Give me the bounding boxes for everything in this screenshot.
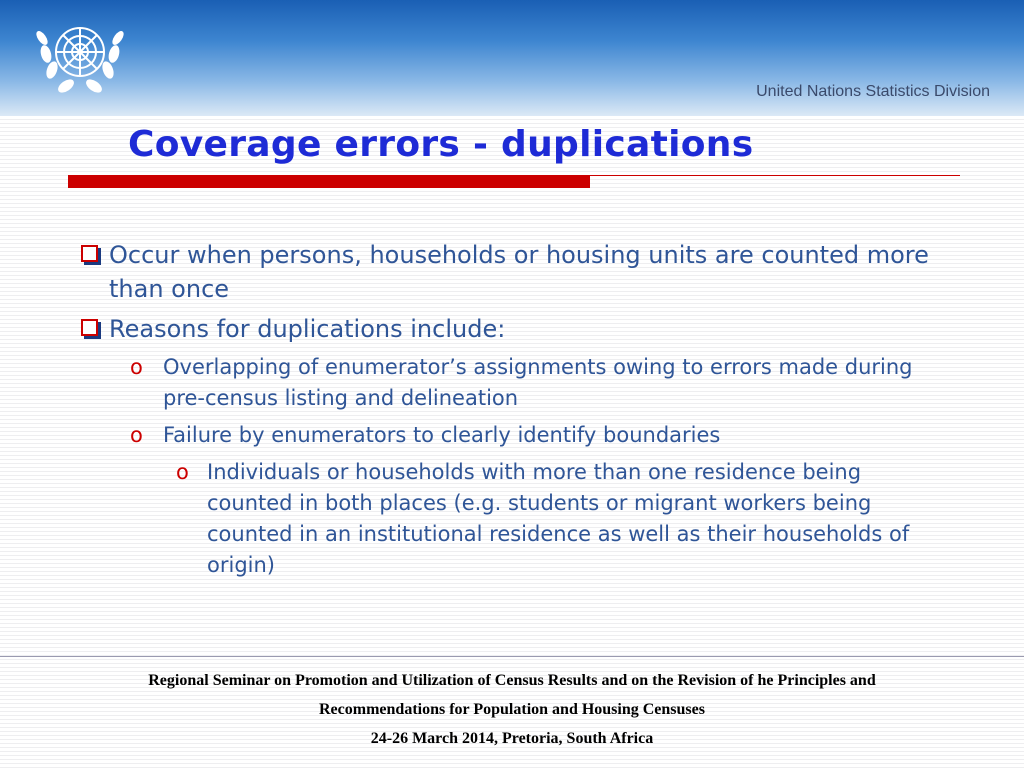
un-emblem-icon xyxy=(28,8,132,104)
bullet-item xyxy=(78,312,958,346)
checkbox-bullet-icon xyxy=(81,319,98,336)
sub-bullet-text: Failure by enumerators to clearly identify boundaries xyxy=(163,423,721,447)
title-underline-thin xyxy=(590,175,960,176)
bullet-item xyxy=(78,238,958,306)
footer-line-1: Regional Seminar on Promotion and Utilization of Census Results and on the Revision of he Principles and xyxy=(148,672,876,689)
sub-sub-bullet-text: Individuals or households with more than one residence being counted in both places (e.g. students or migrant workers being counted in an institutional residence as well as their households of origin) xyxy=(207,460,910,577)
slide-title: Coverage errors - duplications xyxy=(128,124,754,165)
checkbox-bullet-icon xyxy=(81,245,98,262)
circle-bullet-icon: o xyxy=(176,460,189,484)
footer xyxy=(0,666,1024,753)
sub-bullet-item xyxy=(130,352,958,414)
slide-body xyxy=(78,238,958,581)
bullet-text: Reasons for duplications include: xyxy=(109,315,506,343)
division-name: United Nations Statistics Division xyxy=(756,83,990,100)
circle-bullet-icon: o xyxy=(130,355,143,379)
sub-bullet-item xyxy=(130,420,958,451)
footer-line-3: 24-26 March 2014, Pretoria, South Africa xyxy=(370,730,654,747)
sub-bullet-text: Overlapping of enumerator’s assignments owing to errors made during pre-census listing and delineation xyxy=(163,355,913,410)
title-underline-red xyxy=(68,175,590,188)
header-banner xyxy=(0,0,1024,116)
sub-sub-bullet-item xyxy=(176,457,947,581)
bullet-text: Occur when persons, households or housing units are counted more than once xyxy=(109,241,929,303)
footer-divider xyxy=(0,656,1024,657)
footer-line-2: Recommendations for Population and Housing Censuses xyxy=(319,701,705,718)
circle-bullet-icon: o xyxy=(130,423,143,447)
